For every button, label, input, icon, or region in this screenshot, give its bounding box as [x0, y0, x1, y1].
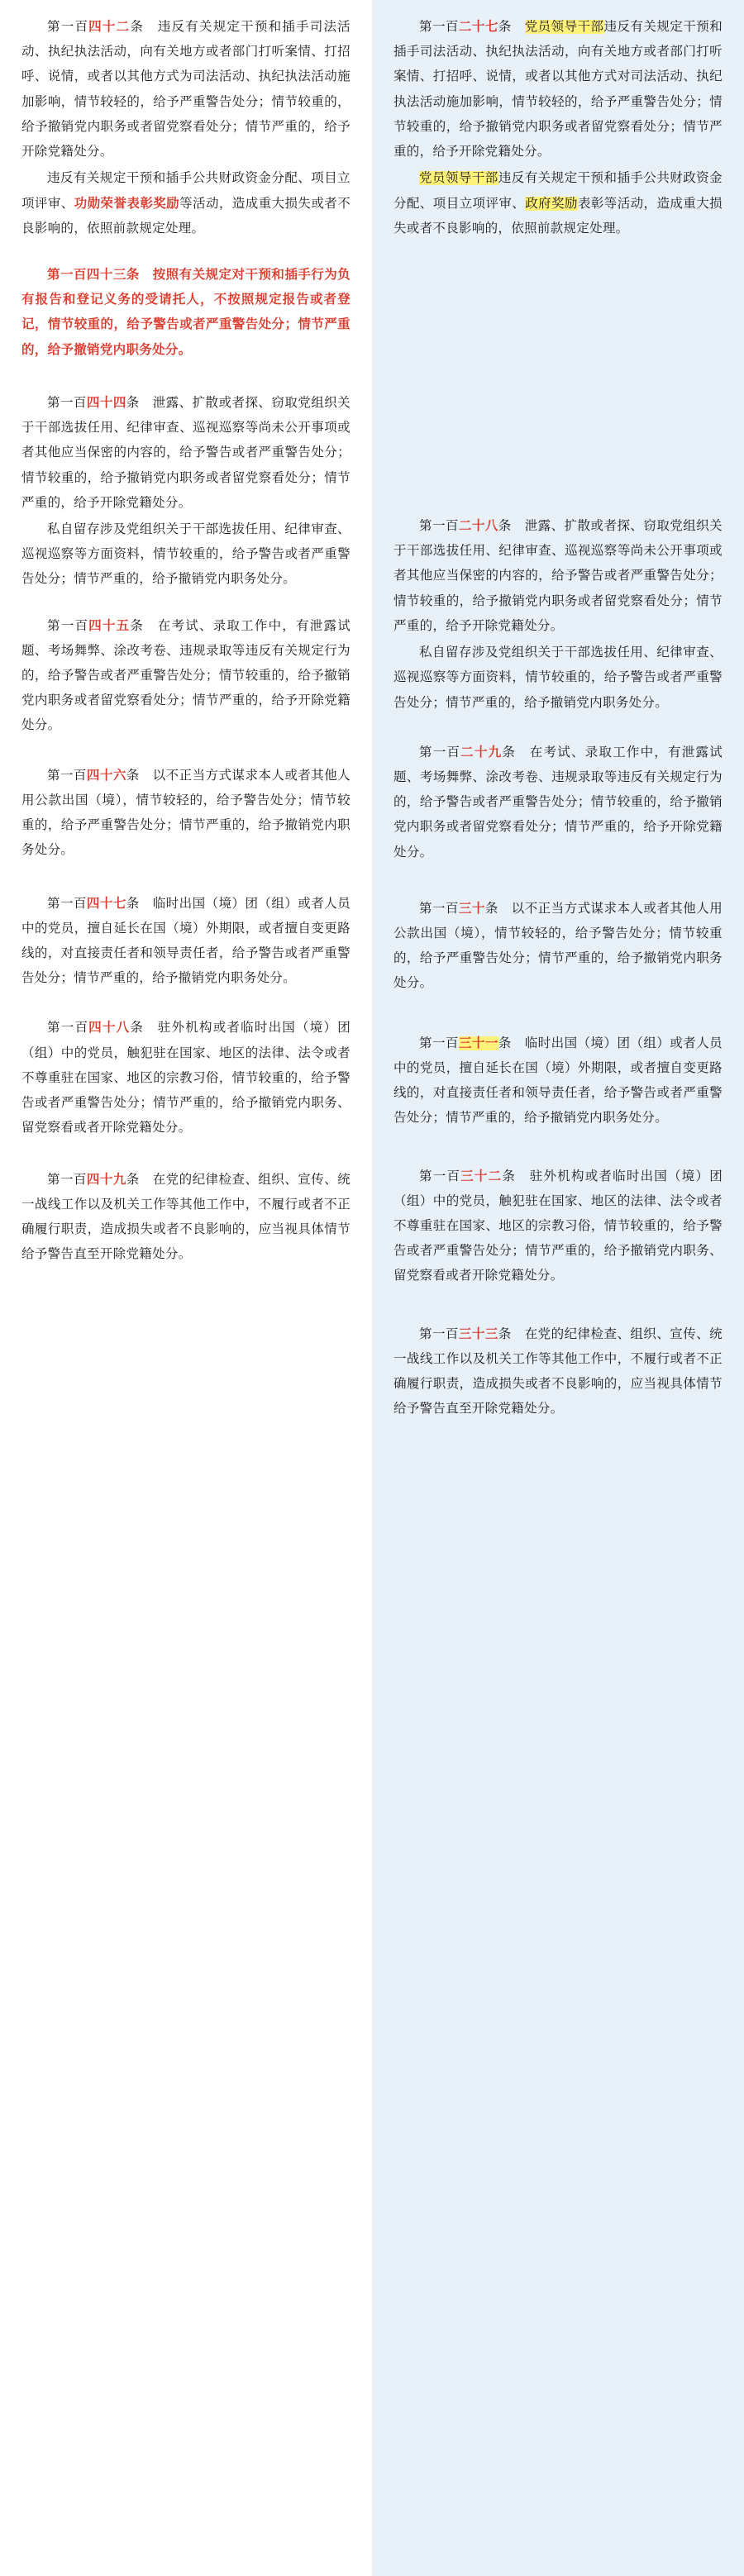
body-text: 第一百: [47, 896, 87, 911]
article-block: [393, 1322, 723, 1422]
body-text: 临时出国（境）团（组）或者人员中的党员，擅自延长在国（境）外期限，或者擅自变更路线的，对直接责任者和领导责任者，给予警告或者严重警告处分；情节严重的，给予撤销党内职务处分。: [393, 1036, 723, 1126]
body-text: 私自留存涉及党组织关于干部选拔任用、纪律审查、巡视巡察等方面资料，情节较重的，给予警告或者严重警告处分；情节严重的，给予撤销党内职务处分。: [21, 521, 351, 587]
article-block: [393, 740, 723, 865]
body-text: 条: [126, 896, 140, 911]
article-paragraph: [21, 1168, 351, 1268]
article-block: [21, 764, 351, 864]
article-number: 四十二: [88, 20, 131, 34]
body-text: 违反有关规定干预和插手公共财政资金分配、项目立项评审、: [21, 171, 351, 211]
article-block: [393, 514, 723, 716]
body-text: 第一百: [419, 1036, 459, 1050]
body-text: 条: [126, 1172, 140, 1187]
article-block: [393, 15, 723, 241]
body-text: 泄露、扩散或者探、窃取党组织关于干部选拔任用、纪律审查、巡视巡察等尚未公开事项或者其他应当保密的内容的，给予警告或者严重警告处分；情节较重的，给予撤销党内职务或者留党察看处分；情节严重的，给予开除党籍处分。: [21, 395, 351, 510]
article-paragraph: [21, 764, 351, 864]
article-paragraph: [393, 1031, 723, 1131]
body-text: 第一百: [419, 20, 459, 34]
article-number: 二十七: [458, 20, 498, 34]
article-paragraph: [21, 614, 351, 739]
article-number: 三十: [458, 901, 485, 916]
body-text: 违反有关规定干预和插手司法活动、执纪执法活动，向有关地方或者部门打听案情、打招呼、说情，或者以其他方式对司法活动、执纪执法活动施加影响，情节较轻的，给予严重警告处分；情节较重的，给予撤销党内职务或者留党察看处分；情节严重的，给予开除党籍处分。: [393, 20, 723, 160]
article-number: 四十九: [86, 1172, 126, 1187]
body-text: 等活动，造成重大损失或者不良影响的，依照前款规定处理。: [21, 196, 351, 236]
article-block: [21, 614, 351, 739]
article-number: 四十六: [86, 768, 126, 783]
article-paragraph: [21, 892, 351, 992]
body-text: 驻外机构或者临时出国（境）团（组）中的党员，触犯驻在国家、地区的法律、法令或者不尊重驻在国家、地区的宗教习俗，情节较重的，给予警告或者严重警告处分；情节严重的，给予撤销党内职务、留党察看或者开除党籍处分。: [21, 1021, 351, 1136]
article-paragraph: [21, 15, 351, 164]
article-paragraph: [21, 263, 351, 363]
highlighted-text: 党员领导干部: [524, 20, 604, 34]
body-text: 临时出国（境）团（组）或者人员中的党员，擅自延长在国（境）外期限，或者擅自变更路线的，对直接责任者和领导责任者，给予警告或者严重警告处分；情节严重的，给予撤销党内职务处分。: [21, 896, 351, 986]
body-text: 第一百: [419, 901, 459, 916]
article-paragraph: [393, 740, 723, 865]
article-paragraph: [21, 391, 351, 516]
body-text: 私自留存涉及党组织关于干部选拔任用、纪律审查、巡视巡察等方面资料，情节较重的，给予警告或者严重警告处分；情节严重的，给予撤销党内职务处分。: [393, 645, 723, 710]
column-revised-text: [372, 0, 744, 2576]
article-block: [21, 892, 351, 992]
body-text: 条: [498, 20, 512, 34]
body-text: 以不正当方式谋求本人或者其他人用公款出国（境），情节较轻的，给予警告处分；情节较重的，给予严重警告处分；情节严重的，给予撤销党内职务处分。: [21, 768, 351, 858]
body-text: 在党的纪律检查、组织、宣传、统一战线工作以及机关工作等其他工作中，不履行或者不正确履行职责，造成损失或者不良影响的，应当视具体情节给予警告直至开除党籍处分。: [393, 1326, 723, 1417]
body-text: 条: [484, 901, 498, 916]
article-paragraph: [393, 514, 723, 639]
body-text: 第一百: [419, 518, 459, 533]
article-block: [21, 263, 351, 363]
body-text: 条: [498, 1326, 512, 1341]
body-text: 第一百: [47, 1021, 89, 1036]
article-number: 四十四: [86, 395, 126, 410]
body-text: 第一百: [47, 618, 89, 633]
emphasis-text: 功勋荣誉表彰: [74, 196, 154, 211]
body-text: 条: [126, 395, 140, 410]
body-text: 第一百: [419, 1169, 461, 1183]
body-text: 泄露、扩散或者探、窃取党组织关于干部选拔任用、纪律审查、巡视巡察等尚未公开事项或者其他应当保密的内容的，给予警告或者严重警告处分；情节较重的，给予撤销党内职务或者留党察看处分；情节严重的，给予开除党籍处分。: [393, 518, 723, 633]
body-text: 条: [498, 1036, 512, 1050]
body-text: 条: [130, 20, 145, 34]
body-text: 条: [502, 745, 517, 759]
body-text: 在考试、录取工作中，有泄露试题、考场舞弊、涂改考卷、违规录取等违反有关规定行为的，给予警告或者严重警告处分；情节较重的，给予撤销党内职务或者留党察看处分；情节严重的，给予开除党籍处分。: [393, 745, 723, 859]
body-text: 违反有关规定干预和插手司法活动、执纪执法活动，向有关地方或者部门打听案情、打招呼、说情，或者以其他方式为司法活动、执纪执法活动施加影响，情节较轻的，给予严重警告处分；情节较重的，给予撤销党内职务或者留党察看处分；情节严重的，给予开除党籍处分。: [21, 20, 351, 160]
article-number: 三十一: [458, 1036, 498, 1050]
article-block: [393, 897, 723, 997]
body-text: 第一百: [47, 768, 87, 783]
body-text: 第一百: [419, 1326, 459, 1341]
body-text: 第一百: [419, 745, 461, 759]
article-block: [21, 391, 351, 593]
body-text: 表彰等活动，造成重大损失或者不良影响的，依照前款规定处理。: [393, 196, 723, 236]
article-paragraph: [393, 166, 723, 241]
article-paragraph: [393, 1164, 723, 1289]
body-text: 在考试、录取工作中，有泄露试题、考场舞弊、涂改考卷、违规录取等违反有关规定行为的，给予警告或者严重警告处分；情节较重的，给予撤销党内职务或者留党察看处分；情节严重的，给予开除党籍处分。: [21, 618, 351, 733]
article-block: [21, 15, 351, 241]
article-number: 三十三: [458, 1326, 498, 1341]
article-block: [21, 1168, 351, 1268]
highlighted-text: 政府奖励: [525, 196, 578, 211]
article-paragraph: [21, 1016, 351, 1140]
article-paragraph: [393, 640, 723, 716]
emphasis-text: 第一百四十三条 按照有关规定对干预和插手行为负有报告和登记义务的受请托人，不按照规定报告或者登记，情节较重的，给予警告或者严重警告处分；情节严重的，给予撤销党内职务处分。: [21, 267, 351, 357]
body-text: [512, 20, 525, 34]
article-block: [21, 1016, 351, 1140]
article-number: 四十八: [88, 1021, 131, 1036]
body-text: 条: [130, 618, 145, 633]
body-text: 条: [498, 518, 512, 533]
article-block: [393, 1031, 723, 1131]
body-text: 第一百: [47, 20, 89, 34]
body-text: 第一百: [47, 395, 87, 410]
emphasis-text: 奖励: [153, 196, 180, 211]
article-paragraph: [393, 15, 723, 164]
article-number: 三十二: [460, 1169, 503, 1183]
body-text: 条: [130, 1021, 145, 1036]
body-text: 第一百: [47, 1172, 87, 1187]
article-paragraph: [393, 1322, 723, 1422]
article-paragraph: [393, 897, 723, 997]
article-paragraph: [21, 166, 351, 241]
article-number: 四十五: [88, 618, 131, 633]
article-paragraph: [21, 517, 351, 593]
highlighted-text: 党员领导干部: [419, 171, 498, 186]
article-number: 四十七: [86, 896, 126, 911]
body-text: 驻外机构或者临时出国（境）团（组）中的党员，触犯驻在国家、地区的法律、法令或者不尊重驻在国家、地区的宗教习俗，情节较重的，给予警告或者严重警告处分；情节严重的，给予撤销党内职务、留党察看或者开除党籍处分。: [393, 1169, 723, 1283]
article-block: [393, 1164, 723, 1289]
body-text: 条: [126, 768, 140, 783]
body-text: 在党的纪律检查、组织、宣传、统一战线工作以及机关工作等其他工作中，不履行或者不正确履行职责，造成损失或者不良影响的，应当视具体情节给予警告直至开除党籍处分。: [21, 1172, 351, 1262]
body-text: 以不正当方式谋求本人或者其他人用公款出国（境），情节较轻的，给予警告处分；情节较重的，给予严重警告处分；情节严重的，给予撤销党内职务处分。: [393, 901, 723, 991]
body-text: 违反有关规定干预和插手公共财政资金分配、项目立项评审、: [393, 171, 723, 211]
article-number: 二十八: [458, 518, 498, 533]
article-number: 二十九: [460, 745, 503, 759]
body-text: 条: [502, 1169, 517, 1183]
